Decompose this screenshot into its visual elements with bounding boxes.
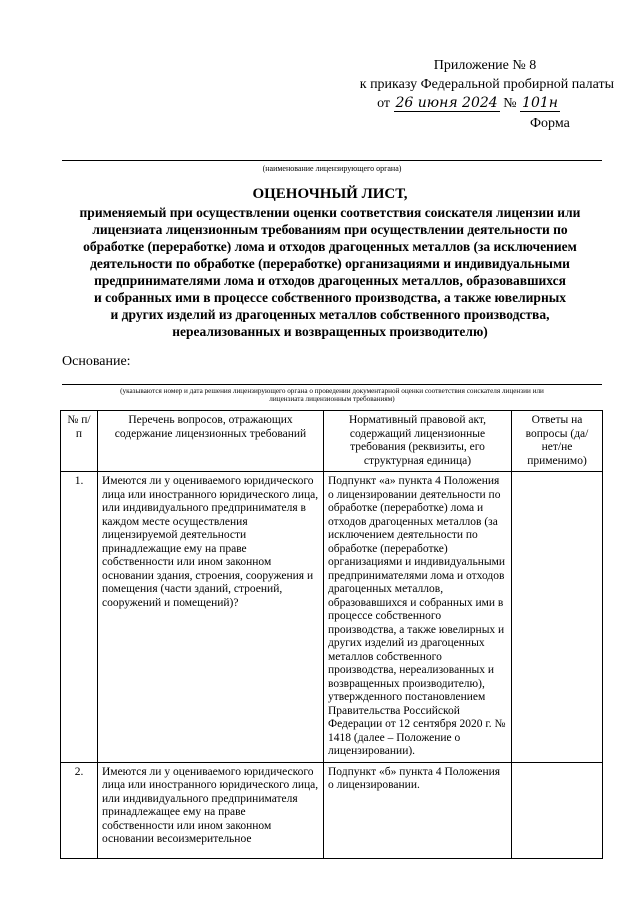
basis-line — [62, 384, 602, 385]
evaluation-table — [60, 410, 603, 859]
number-handwritten: 101н — [522, 95, 558, 111]
title-line-1: применяемый при осуществлении оценки соответствия соискателя лицензии или — [79, 205, 581, 220]
header-answers: Ответы на вопросы (да/нет/не применимо) — [512, 411, 603, 472]
row-question: Имеются ли у оцениваемого юридического лица или иностранного юридического лица, или индивидуального предпринимателя принадлежащее ему на праве собственности или ином законном основании весоизмерительное — [98, 762, 324, 858]
basis-caption — [62, 387, 602, 403]
appendix-date-line — [330, 94, 560, 113]
appendix-order-line: к приказу Федеральной пробирной палаты — [359, 77, 614, 92]
basis-caption-line-2: лицензиата лицензионным требованиям) — [269, 395, 395, 403]
row-answer-cell[interactable] — [512, 472, 603, 763]
title-line-4: деятельности по обработке (переработке) организациями и индивидуальными — [90, 256, 570, 271]
row-answer-cell[interactable] — [512, 762, 603, 858]
row-legal-act: Подпункт «а» пункта 4 Положения о лицензировании деятельности по обработке (переработке) лома и отходов драгоценных металлов (за исключением деятельности по обработке (переработке) организациями и индивидуальными предпринимателями лома и отходов драгоценных металлов, образовавшихся и собранных ими в процессе собственного производства, а также ювелирных и других изделий из драгоценных металлов собственного производства, нереализованных и возвращенных производителю), утвержденного постановлением Правительства Российской Федерации от 12 сентября 2020 г. № 1418 (далее – Положение о лицензировании). — [324, 472, 512, 763]
date-from-label: от — [377, 96, 390, 111]
header-legal-act: Нормативный правовой акт, содержащий лицензионные требования (реквизиты, его структурная единица) — [324, 411, 512, 472]
number-label: № — [503, 96, 517, 111]
header-questions: Перечень вопросов, отражающих содержание лицензионных требований — [98, 411, 324, 472]
title-line-7: и других изделий из драгоценных металлов собственного производства, — [110, 307, 550, 322]
title-line-6: и собранных ими в процессе собственного производства, а также ювелирных — [93, 290, 567, 305]
appendix-block — [330, 56, 620, 113]
form-label: Форма — [530, 116, 570, 131]
table-row — [61, 472, 603, 763]
document-title — [60, 185, 600, 340]
title-line-8: нереализованных и возвращенных производителю) — [172, 324, 488, 339]
organ-caption: (наименование лицензирующего органа) — [262, 164, 402, 173]
organ-line — [62, 160, 602, 161]
table-header-row — [61, 411, 603, 472]
row-number: 1. — [61, 472, 98, 763]
header-number: № п/п — [61, 411, 98, 472]
basis-caption-line-1: (указываются номер и дата решения лицензирующего органа о проведении документарной оценки соответствия соискателя лицензии или — [120, 387, 544, 395]
date-handwritten: 26 июня 2024 — [395, 95, 498, 111]
row-number: 2. — [61, 762, 98, 858]
title-line-2: лицензиата лицензионным требованиям при осуществлении деятельности по — [92, 222, 568, 237]
title-main: ОЦЕНОЧНЫЙ ЛИСТ, — [252, 186, 408, 202]
appendix-title: Приложение № 8 — [433, 58, 537, 73]
table-row — [61, 762, 603, 858]
basis-label: Основание: — [62, 354, 131, 369]
row-question: Имеются ли у оцениваемого юридического лица или иностранного юридического лица, или индивидуального предпринимателя в каждом месте осуществления лицензируемой деятельности принадлежащие ему на праве собственности или ином законном основании здания, строения, сооружения и помещения (части зданий, строений, сооружений и помещений)? — [98, 472, 324, 763]
title-line-3: обработке (переработке) лома и отходов драгоценных металлов (за исключением — [83, 239, 577, 254]
row-legal-act: Подпункт «б» пункта 4 Положения о лицензировании. — [324, 762, 512, 858]
title-line-5: предпринимателями лома и отходов драгоценных металлов, образовавшихся — [94, 273, 566, 288]
